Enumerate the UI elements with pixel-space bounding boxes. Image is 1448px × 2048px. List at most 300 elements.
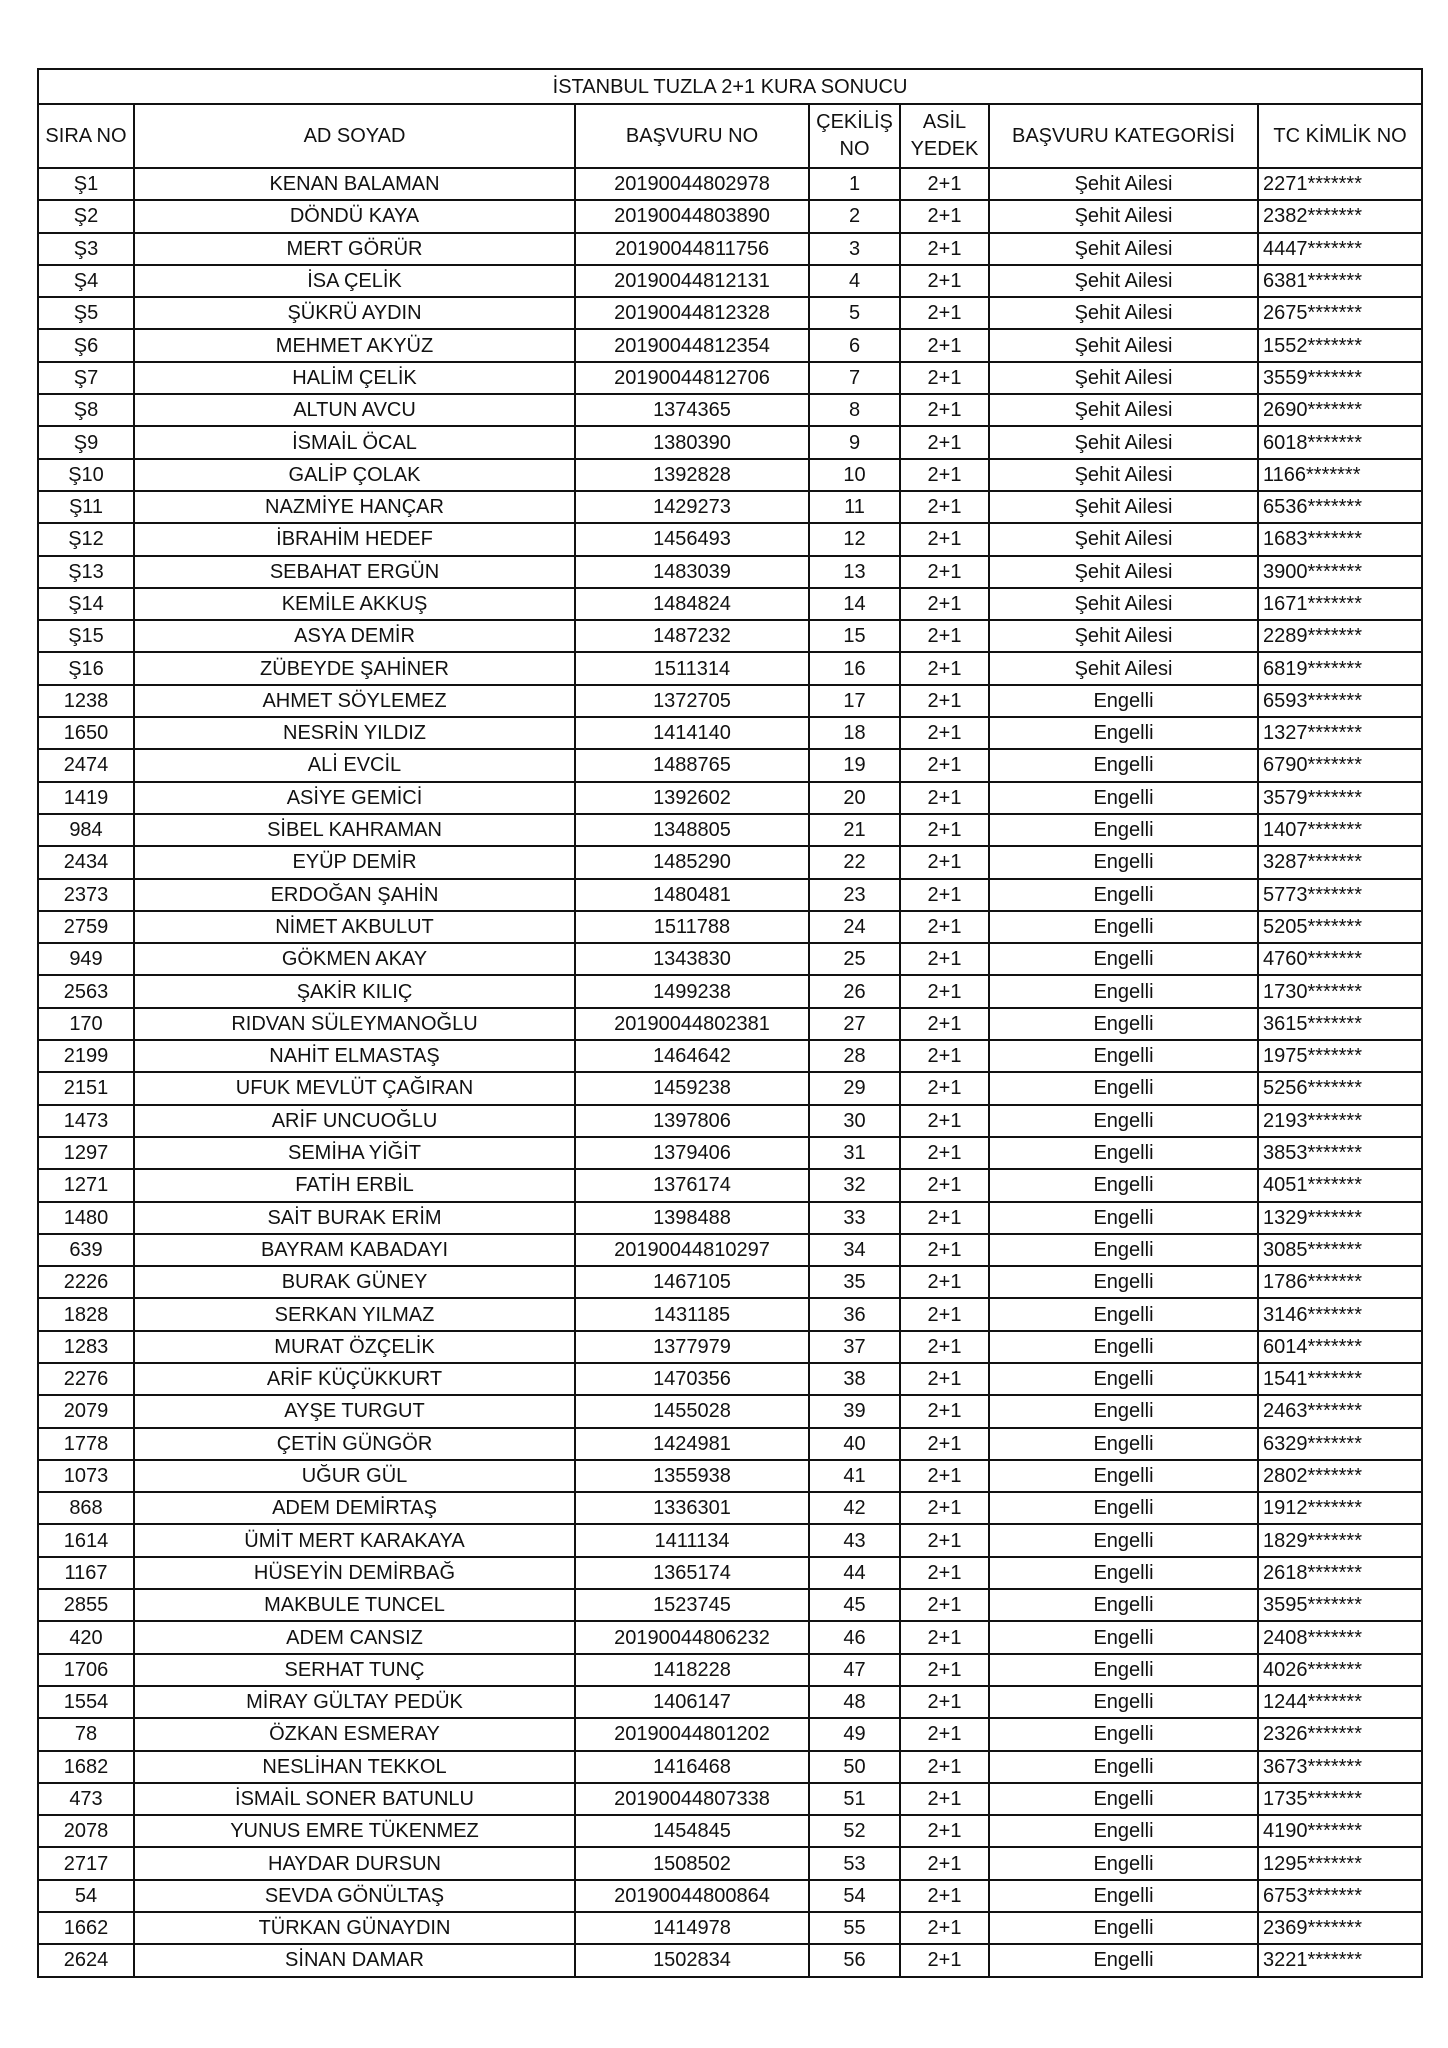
cell-basvuru-no: 1467105 [575,1266,809,1298]
cell-asil-yedek: 2+1 [900,556,989,588]
cell-basvuru-no: 1485290 [575,846,809,878]
cell-cekilis-no: 33 [809,1202,900,1234]
cell-sira-no: 984 [38,814,134,846]
cell-ad-soyad: ÜMİT MERT KARAKAYA [134,1524,575,1556]
header-sira-no: SIRA NO [38,104,134,168]
cell-tc-kimlik-no: 6536******* [1258,491,1422,523]
cell-ad-soyad: ERDOĞAN ŞAHİN [134,879,575,911]
cell-sira-no: 2624 [38,1944,134,1976]
cell-tc-kimlik-no: 4190******* [1258,1815,1422,1847]
cell-sira-no: 2226 [38,1266,134,1298]
cell-sira-no: 2078 [38,1815,134,1847]
cell-ad-soyad: ADEM CANSIZ [134,1621,575,1653]
cell-basvuru-no: 1424981 [575,1428,809,1460]
cell-sira-no: Ş12 [38,523,134,555]
cell-basvuru-no: 1429273 [575,491,809,523]
cell-basvuru-no: 1343830 [575,943,809,975]
cell-tc-kimlik-no: 2618******* [1258,1557,1422,1589]
cell-ad-soyad: ŞAKİR KILIÇ [134,975,575,1007]
cell-sira-no: Ş16 [38,652,134,684]
cell-asil-yedek: 2+1 [900,394,989,426]
cell-asil-yedek: 2+1 [900,943,989,975]
cell-asil-yedek: 2+1 [900,1912,989,1944]
cell-tc-kimlik-no: 1683******* [1258,523,1422,555]
cell-tc-kimlik-no: 4760******* [1258,943,1422,975]
cell-basvuru-no: 1480481 [575,879,809,911]
cell-basvuru-kategorisi: Engelli [989,943,1258,975]
cell-cekilis-no: 9 [809,426,900,458]
table-row [38,426,1422,458]
cell-basvuru-no: 1365174 [575,1557,809,1589]
cell-cekilis-no: 49 [809,1718,900,1750]
cell-sira-no: Ş10 [38,459,134,491]
table-row [38,1234,1422,1266]
cell-basvuru-no: 1414140 [575,717,809,749]
cell-sira-no: Ş9 [38,426,134,458]
cell-basvuru-no: 1380390 [575,426,809,458]
table-row [38,1169,1422,1201]
cell-asil-yedek: 2+1 [900,1944,989,1976]
cell-ad-soyad: ÇETİN GÜNGÖR [134,1428,575,1460]
table-row [38,1072,1422,1104]
cell-asil-yedek: 2+1 [900,1395,989,1427]
cell-sira-no: 1554 [38,1686,134,1718]
table-row [38,1815,1422,1847]
cell-asil-yedek: 2+1 [900,362,989,394]
cell-asil-yedek: 2+1 [900,1008,989,1040]
cell-basvuru-no: 1464642 [575,1040,809,1072]
cell-asil-yedek: 2+1 [900,168,989,200]
table-title: İSTANBUL TUZLA 2+1 KURA SONUCU [38,69,1422,104]
cell-asil-yedek: 2+1 [900,846,989,878]
cell-tc-kimlik-no: 1166******* [1258,459,1422,491]
cell-ad-soyad: ALTUN AVCU [134,394,575,426]
cell-cekilis-no: 24 [809,911,900,943]
cell-sira-no: 949 [38,943,134,975]
cell-asil-yedek: 2+1 [900,652,989,684]
cell-ad-soyad: ÖZKAN ESMERAY [134,1718,575,1750]
cell-ad-soyad: HAYDAR DURSUN [134,1847,575,1879]
cell-cekilis-no: 6 [809,329,900,361]
cell-ad-soyad: MERT GÖRÜR [134,233,575,265]
cell-sira-no: 2759 [38,911,134,943]
cell-cekilis-no: 2 [809,200,900,232]
cell-sira-no: 2373 [38,879,134,911]
header-basvuru-kategorisi: BAŞVURU KATEGORİSİ [989,104,1258,168]
cell-cekilis-no: 53 [809,1847,900,1879]
cell-cekilis-no: 40 [809,1428,900,1460]
cell-sira-no: 1706 [38,1654,134,1686]
table-row [38,1395,1422,1427]
cell-basvuru-no: 1406147 [575,1686,809,1718]
cell-sira-no: Ş13 [38,556,134,588]
cell-tc-kimlik-no: 1786******* [1258,1266,1422,1298]
cell-basvuru-kategorisi: Engelli [989,1363,1258,1395]
cell-asil-yedek: 2+1 [900,1654,989,1686]
header-ad-soyad: AD SOYAD [134,104,575,168]
cell-ad-soyad: AYŞE TURGUT [134,1395,575,1427]
table-row [38,459,1422,491]
cell-basvuru-no: 1392828 [575,459,809,491]
cell-basvuru-no: 1355938 [575,1460,809,1492]
cell-tc-kimlik-no: 3221******* [1258,1944,1422,1976]
cell-asil-yedek: 2+1 [900,233,989,265]
cell-basvuru-no: 1374365 [575,394,809,426]
cell-basvuru-kategorisi: Engelli [989,1686,1258,1718]
cell-tc-kimlik-no: 1975******* [1258,1040,1422,1072]
table-row [38,1524,1422,1556]
cell-cekilis-no: 50 [809,1751,900,1783]
cell-cekilis-no: 21 [809,814,900,846]
table-row [38,200,1422,232]
cell-ad-soyad: ASYA DEMİR [134,620,575,652]
table-row [38,1621,1422,1653]
cell-tc-kimlik-no: 6018******* [1258,426,1422,458]
cell-cekilis-no: 32 [809,1169,900,1201]
cell-asil-yedek: 2+1 [900,1621,989,1653]
cell-basvuru-kategorisi: Şehit Ailesi [989,556,1258,588]
cell-sira-no: 2079 [38,1395,134,1427]
cell-basvuru-kategorisi: Şehit Ailesi [989,652,1258,684]
table-row [38,620,1422,652]
table-row [38,1460,1422,1492]
table-row [38,1202,1422,1234]
cell-basvuru-no: 20190044812131 [575,265,809,297]
table-row [38,1589,1422,1621]
cell-basvuru-kategorisi: Şehit Ailesi [989,426,1258,458]
cell-basvuru-no: 1418228 [575,1654,809,1686]
cell-basvuru-no: 1431185 [575,1298,809,1330]
cell-cekilis-no: 51 [809,1783,900,1815]
cell-sira-no: 1238 [38,685,134,717]
table-row [38,588,1422,620]
cell-ad-soyad: ADEM DEMİRTAŞ [134,1492,575,1524]
cell-ad-soyad: KENAN BALAMAN [134,168,575,200]
cell-ad-soyad: DÖNDÜ KAYA [134,200,575,232]
cell-basvuru-no: 1377979 [575,1331,809,1363]
cell-ad-soyad: İSMAİL ÖCAL [134,426,575,458]
table-row [38,1686,1422,1718]
table-row [38,717,1422,749]
table-row [38,911,1422,943]
table-row [38,1944,1422,1976]
cell-sira-no: 420 [38,1621,134,1653]
cell-cekilis-no: 14 [809,588,900,620]
cell-ad-soyad: ALİ EVCİL [134,749,575,781]
cell-cekilis-no: 7 [809,362,900,394]
cell-cekilis-no: 27 [809,1008,900,1040]
cell-basvuru-kategorisi: Şehit Ailesi [989,523,1258,555]
lottery-results-table [37,68,1423,1978]
cell-cekilis-no: 5 [809,297,900,329]
cell-basvuru-kategorisi: Engelli [989,1912,1258,1944]
cell-basvuru-no: 1499238 [575,975,809,1007]
cell-sira-no: Ş7 [38,362,134,394]
cell-ad-soyad: İBRAHİM HEDEF [134,523,575,555]
cell-basvuru-no: 1376174 [575,1169,809,1201]
cell-tc-kimlik-no: 6790******* [1258,749,1422,781]
cell-ad-soyad: İSMAİL SONER BATUNLU [134,1783,575,1815]
cell-tc-kimlik-no: 1730******* [1258,975,1422,1007]
cell-cekilis-no: 22 [809,846,900,878]
cell-tc-kimlik-no: 3900******* [1258,556,1422,588]
table-row [38,1428,1422,1460]
table-row [38,1008,1422,1040]
cell-asil-yedek: 2+1 [900,1492,989,1524]
table-row [38,329,1422,361]
cell-basvuru-no: 20190044802381 [575,1008,809,1040]
cell-ad-soyad: NİMET AKBULUT [134,911,575,943]
table-row [38,1847,1422,1879]
cell-ad-soyad: UFUK MEVLÜT ÇAĞIRAN [134,1072,575,1104]
cell-cekilis-no: 37 [809,1331,900,1363]
cell-cekilis-no: 25 [809,943,900,975]
cell-basvuru-kategorisi: Engelli [989,1460,1258,1492]
cell-basvuru-kategorisi: Şehit Ailesi [989,459,1258,491]
cell-cekilis-no: 31 [809,1137,900,1169]
cell-tc-kimlik-no: 4026******* [1258,1654,1422,1686]
cell-basvuru-kategorisi: Şehit Ailesi [989,394,1258,426]
cell-basvuru-kategorisi: Engelli [989,814,1258,846]
cell-ad-soyad: TÜRKAN GÜNAYDIN [134,1912,575,1944]
cell-asil-yedek: 2+1 [900,1072,989,1104]
cell-tc-kimlik-no: 5205******* [1258,911,1422,943]
cell-sira-no: Ş15 [38,620,134,652]
cell-cekilis-no: 39 [809,1395,900,1427]
cell-asil-yedek: 2+1 [900,1589,989,1621]
cell-asil-yedek: 2+1 [900,620,989,652]
table-row [38,556,1422,588]
cell-basvuru-no: 1336301 [575,1492,809,1524]
table-row [38,879,1422,911]
cell-basvuru-no: 20190044807338 [575,1783,809,1815]
cell-basvuru-no: 20190044801202 [575,1718,809,1750]
cell-asil-yedek: 2+1 [900,879,989,911]
table-row [38,1266,1422,1298]
cell-asil-yedek: 2+1 [900,1428,989,1460]
table-row [38,749,1422,781]
cell-asil-yedek: 2+1 [900,1363,989,1395]
cell-tc-kimlik-no: 6381******* [1258,265,1422,297]
cell-basvuru-no: 1379406 [575,1137,809,1169]
cell-sira-no: 1662 [38,1912,134,1944]
cell-basvuru-kategorisi: Engelli [989,1298,1258,1330]
cell-tc-kimlik-no: 1244******* [1258,1686,1422,1718]
cell-tc-kimlik-no: 6819******* [1258,652,1422,684]
cell-cekilis-no: 29 [809,1072,900,1104]
cell-basvuru-kategorisi: Engelli [989,782,1258,814]
cell-basvuru-kategorisi: Şehit Ailesi [989,168,1258,200]
cell-asil-yedek: 2+1 [900,523,989,555]
cell-cekilis-no: 8 [809,394,900,426]
cell-sira-no: 78 [38,1718,134,1750]
cell-basvuru-kategorisi: Engelli [989,1815,1258,1847]
cell-basvuru-kategorisi: Engelli [989,1008,1258,1040]
cell-cekilis-no: 38 [809,1363,900,1395]
cell-ad-soyad: ASİYE GEMİCİ [134,782,575,814]
cell-sira-no: 2199 [38,1040,134,1072]
cell-sira-no: 54 [38,1880,134,1912]
cell-tc-kimlik-no: 4051******* [1258,1169,1422,1201]
table-row [38,1492,1422,1524]
cell-ad-soyad: YUNUS EMRE TÜKENMEZ [134,1815,575,1847]
cell-tc-kimlik-no: 5773******* [1258,879,1422,911]
cell-sira-no: 868 [38,1492,134,1524]
cell-basvuru-kategorisi: Şehit Ailesi [989,233,1258,265]
table-row [38,1783,1422,1815]
cell-sira-no: Ş1 [38,168,134,200]
header-asil-line2: YEDEK [910,138,979,160]
header-tc-kimlik-no: TC KİMLİK NO [1258,104,1422,168]
table-row [38,846,1422,878]
cell-basvuru-kategorisi: Şehit Ailesi [989,362,1258,394]
cell-ad-soyad: BURAK GÜNEY [134,1266,575,1298]
cell-ad-soyad: AHMET SÖYLEMEZ [134,685,575,717]
table-row [38,1718,1422,1750]
cell-basvuru-kategorisi: Engelli [989,1266,1258,1298]
cell-basvuru-no: 20190044812354 [575,329,809,361]
cell-basvuru-kategorisi: Engelli [989,1524,1258,1556]
cell-basvuru-no: 1411134 [575,1524,809,1556]
table-row [38,1557,1422,1589]
cell-ad-soyad: NAHİT ELMASTAŞ [134,1040,575,1072]
cell-ad-soyad: SEMİHA YİĞİT [134,1137,575,1169]
table-row [38,233,1422,265]
cell-cekilis-no: 15 [809,620,900,652]
cell-basvuru-kategorisi: Engelli [989,1169,1258,1201]
table-row [38,782,1422,814]
cell-sira-no: 1167 [38,1557,134,1589]
cell-tc-kimlik-no: 3579******* [1258,782,1422,814]
cell-ad-soyad: ZÜBEYDE ŞAHİNER [134,652,575,684]
cell-basvuru-kategorisi: Engelli [989,1621,1258,1653]
header-asil-yedek [900,104,989,168]
cell-asil-yedek: 2+1 [900,1298,989,1330]
cell-asil-yedek: 2+1 [900,1202,989,1234]
cell-asil-yedek: 2+1 [900,1331,989,1363]
cell-ad-soyad: MURAT ÖZÇELİK [134,1331,575,1363]
cell-ad-soyad: MEHMET AKYÜZ [134,329,575,361]
cell-tc-kimlik-no: 1295******* [1258,1847,1422,1879]
cell-basvuru-kategorisi: Engelli [989,685,1258,717]
table-row [38,1040,1422,1072]
cell-sira-no: Ş5 [38,297,134,329]
cell-ad-soyad: EYÜP DEMİR [134,846,575,878]
header-row [38,104,1422,168]
cell-tc-kimlik-no: 2382******* [1258,200,1422,232]
cell-cekilis-no: 35 [809,1266,900,1298]
cell-tc-kimlik-no: 1329******* [1258,1202,1422,1234]
cell-asil-yedek: 2+1 [900,911,989,943]
cell-asil-yedek: 2+1 [900,1234,989,1266]
table-row [38,265,1422,297]
cell-asil-yedek: 2+1 [900,1460,989,1492]
cell-asil-yedek: 2+1 [900,1847,989,1879]
header-asil-line1: ASİL [922,111,967,133]
cell-basvuru-no: 20190044812328 [575,297,809,329]
cell-cekilis-no: 54 [809,1880,900,1912]
cell-asil-yedek: 2+1 [900,1040,989,1072]
cell-cekilis-no: 44 [809,1557,900,1589]
cell-basvuru-kategorisi: Engelli [989,1880,1258,1912]
cell-asil-yedek: 2+1 [900,491,989,523]
cell-tc-kimlik-no: 5256******* [1258,1072,1422,1104]
cell-ad-soyad: MİRAY GÜLTAY PEDÜK [134,1686,575,1718]
cell-basvuru-kategorisi: Engelli [989,1072,1258,1104]
cell-sira-no: 1473 [38,1105,134,1137]
cell-basvuru-no: 1470356 [575,1363,809,1395]
cell-ad-soyad: KEMİLE AKKUŞ [134,588,575,620]
cell-asil-yedek: 2+1 [900,1169,989,1201]
table-row [38,394,1422,426]
cell-cekilis-no: 55 [809,1912,900,1944]
cell-asil-yedek: 2+1 [900,1557,989,1589]
cell-basvuru-kategorisi: Engelli [989,1492,1258,1524]
cell-basvuru-no: 20190044810297 [575,1234,809,1266]
cell-asil-yedek: 2+1 [900,459,989,491]
cell-tc-kimlik-no: 1829******* [1258,1524,1422,1556]
cell-tc-kimlik-no: 6329******* [1258,1428,1422,1460]
cell-tc-kimlik-no: 3146******* [1258,1298,1422,1330]
cell-tc-kimlik-no: 6753******* [1258,1880,1422,1912]
cell-asil-yedek: 2+1 [900,426,989,458]
cell-ad-soyad: İSA ÇELİK [134,265,575,297]
title-row [38,69,1422,104]
cell-basvuru-kategorisi: Engelli [989,1944,1258,1976]
cell-basvuru-kategorisi: Engelli [989,749,1258,781]
cell-ad-soyad: NAZMİYE HANÇAR [134,491,575,523]
table-row [38,1751,1422,1783]
cell-asil-yedek: 2+1 [900,1783,989,1815]
cell-cekilis-no: 13 [809,556,900,588]
cell-ad-soyad: GÖKMEN AKAY [134,943,575,975]
cell-basvuru-kategorisi: Engelli [989,1234,1258,1266]
cell-basvuru-kategorisi: Engelli [989,1395,1258,1427]
table-row [38,523,1422,555]
cell-ad-soyad: SİBEL KAHRAMAN [134,814,575,846]
cell-sira-no: Ş6 [38,329,134,361]
cell-asil-yedek: 2+1 [900,1880,989,1912]
cell-cekilis-no: 16 [809,652,900,684]
cell-ad-soyad: SEBAHAT ERGÜN [134,556,575,588]
cell-sira-no: 1778 [38,1428,134,1460]
cell-tc-kimlik-no: 6593******* [1258,685,1422,717]
cell-basvuru-no: 1487232 [575,620,809,652]
cell-asil-yedek: 2+1 [900,1815,989,1847]
cell-tc-kimlik-no: 2802******* [1258,1460,1422,1492]
cell-cekilis-no: 17 [809,685,900,717]
cell-ad-soyad: SİNAN DAMAR [134,1944,575,1976]
cell-cekilis-no: 45 [809,1589,900,1621]
table-row [38,1298,1422,1330]
cell-basvuru-kategorisi: Şehit Ailesi [989,329,1258,361]
cell-tc-kimlik-no: 3085******* [1258,1234,1422,1266]
cell-basvuru-kategorisi: Engelli [989,1589,1258,1621]
cell-basvuru-kategorisi: Engelli [989,1137,1258,1169]
cell-basvuru-no: 1398488 [575,1202,809,1234]
cell-asil-yedek: 2+1 [900,1137,989,1169]
cell-sira-no: 2855 [38,1589,134,1621]
cell-basvuru-kategorisi: Şehit Ailesi [989,491,1258,523]
cell-sira-no: Ş11 [38,491,134,523]
cell-basvuru-kategorisi: Engelli [989,1847,1258,1879]
cell-asil-yedek: 2+1 [900,1718,989,1750]
cell-ad-soyad: BAYRAM KABADAYI [134,1234,575,1266]
cell-ad-soyad: UĞUR GÜL [134,1460,575,1492]
cell-ad-soyad: ARİF UNCUOĞLU [134,1105,575,1137]
cell-asil-yedek: 2+1 [900,749,989,781]
cell-tc-kimlik-no: 2271******* [1258,168,1422,200]
